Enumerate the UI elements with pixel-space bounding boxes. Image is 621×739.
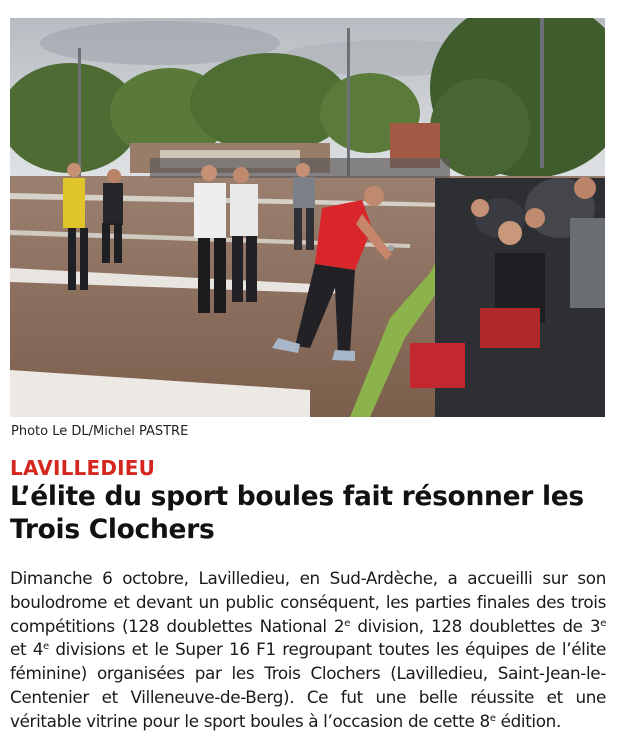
location-kicker: LAVILLEDIEU: [10, 456, 156, 480]
body-text-part: divisions et le Super 16 F1 regroupant toutes les équipes de l’élite féminine) organisées par les Trois Clochers (Lavilledieu, Saint-Jean-le-Centenier et Villeneuve-de-Berg). Ce fut une belle réussite et une véritable vitrine pour le sport boules à l’occasion de cette 8: [10, 639, 607, 731]
article-body: [10, 567, 606, 734]
superscript: e: [489, 712, 496, 724]
body-text-part: édition.: [495, 710, 561, 731]
body-text-part: Dimanche 6 octobre, Lavilledieu, en Sud-Ardèche, a accueilli sur son boulodrome et devant un public conséquent, les parties finales des trois compétitions (128 doublettes National 2: [10, 568, 606, 636]
photo-credit: Photo Le DL/Michel PASTRE: [11, 424, 189, 439]
superscript: e: [344, 617, 351, 629]
article-photo: [10, 18, 605, 417]
superscript: e: [600, 617, 606, 629]
body-text-part: et 4: [10, 639, 44, 660]
body-text-part: division, 128 doublettes de 3: [350, 615, 601, 636]
superscript: e: [43, 641, 49, 653]
article-headline: L’élite du sport boules fait résonner les Trois Clochers: [10, 481, 584, 545]
